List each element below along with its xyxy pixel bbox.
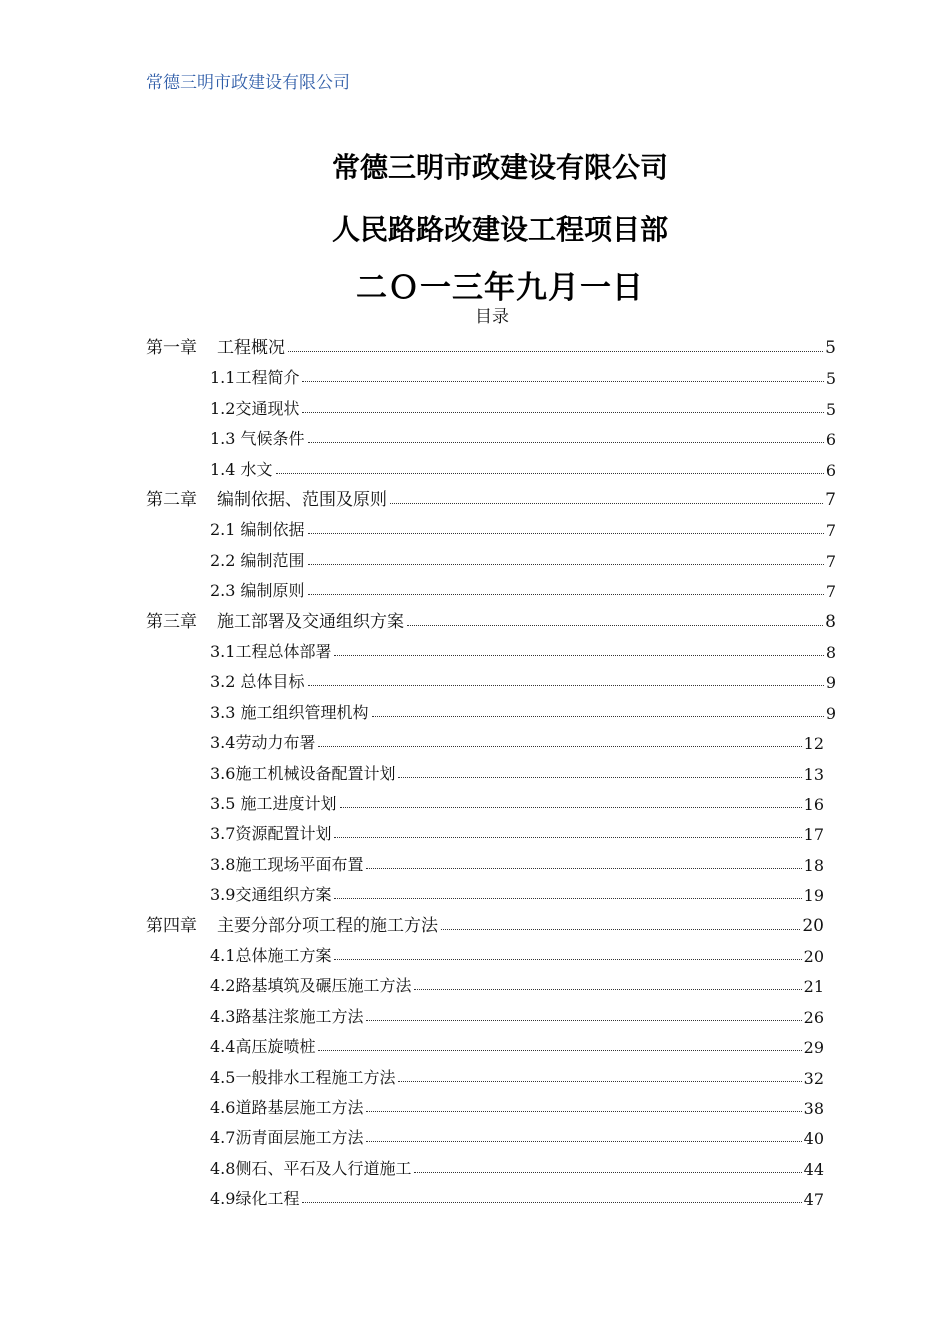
toc-leader-dots: [308, 594, 824, 595]
toc-page-number: 20: [802, 915, 824, 936]
toc-leader-dots: [340, 807, 802, 808]
toc-chapter-entry[interactable]: [146, 912, 824, 936]
toc-section-entry[interactable]: [210, 1064, 824, 1088]
toc-section-entry[interactable]: [210, 1155, 824, 1179]
date-title: 二Ｏ一三年九月一日: [356, 270, 644, 306]
toc-section-entry[interactable]: [210, 516, 836, 540]
toc-entry-label: [210, 791, 338, 814]
toc-leader-dots: [318, 746, 801, 747]
toc-chapter-number: 第一章: [146, 338, 197, 358]
toc-entry-label: [210, 730, 316, 753]
toc-page-number: 6: [825, 460, 836, 480]
toc-leader-dots: [366, 1141, 801, 1142]
toc-page-number: 13: [803, 764, 824, 784]
toc-chapter-number: 第四章: [146, 915, 197, 936]
toc-entry-title: 1.2交通现状: [210, 398, 300, 418]
toc-page-number: 17: [803, 825, 824, 845]
toc-entry-label: [210, 548, 306, 571]
toc-entry-label: [210, 669, 306, 692]
toc-heading: 目录: [475, 307, 509, 327]
toc-leader-dots: [334, 837, 801, 838]
toc-section-entry[interactable]: [210, 1033, 824, 1057]
toc-entry-title: 主要分部分项工程的施工方法: [217, 915, 438, 936]
toc-leader-dots: [414, 989, 801, 990]
toc-page-number: 47: [803, 1190, 824, 1210]
toc-entry-label: [210, 517, 306, 540]
toc-page-number: 5: [825, 369, 836, 389]
toc-page-number: 7: [825, 521, 836, 541]
toc-entry-title: 1.1工程简介: [210, 368, 300, 388]
toc-entry-title: 4.6道路基层施工方法: [210, 1098, 364, 1117]
toc-entry-title: 1.3 气候条件: [210, 429, 305, 449]
toc-entry-label: [210, 578, 306, 601]
toc-entry-label: [210, 396, 300, 419]
toc-entry-label: [210, 457, 274, 480]
toc-entry-title: 4.3路基注浆施工方法: [210, 1006, 364, 1026]
toc-entry-title: 4.7沥青面层施工方法: [210, 1128, 364, 1148]
toc-entry-title: 3.9交通组织方案: [210, 885, 332, 905]
toc-entry-label: [210, 1186, 300, 1209]
toc-entry-title: 3.4劳动力布署: [210, 733, 316, 753]
toc-page-number: 7: [825, 551, 836, 571]
toc-entry-label: [210, 943, 332, 966]
toc-page-number: 5: [825, 338, 836, 358]
toc-section-entry[interactable]: [210, 668, 836, 692]
toc-page-number: 9: [825, 673, 836, 693]
toc-chapter-entry[interactable]: [146, 608, 836, 632]
toc-leader-dots: [334, 959, 801, 960]
toc-entry-label: [210, 1095, 364, 1118]
toc-chapter-number: 第三章: [146, 611, 197, 632]
toc-entry-label: [210, 821, 332, 844]
toc-page-number: 18: [803, 855, 824, 875]
toc-section-entry[interactable]: [210, 851, 824, 875]
toc-section-entry[interactable]: [210, 790, 824, 814]
toc-leader-dots: [398, 777, 801, 778]
toc-entry-title: 工程概况: [217, 338, 285, 358]
toc-leader-dots: [334, 655, 823, 656]
toc-entry-label: [146, 333, 286, 358]
toc-page-number: 26: [803, 1007, 824, 1027]
toc-page-number: 5: [825, 399, 836, 419]
toc-leader-dots: [372, 716, 824, 717]
toc-section-entry[interactable]: [210, 638, 836, 662]
toc-entry-title: 4.8侧石、平石及人行道施工: [210, 1158, 412, 1178]
toc-page-number: 29: [803, 1038, 824, 1058]
toc-entry-title: 2.1 编制依据: [210, 520, 305, 540]
toc-leader-dots: [308, 564, 824, 565]
toc-entry-title: 4.2路基填筑及碾压施工方法: [210, 976, 412, 996]
toc-leader-dots: [308, 533, 824, 534]
toc-entry-label: [210, 1065, 396, 1088]
toc-leader-dots: [276, 473, 824, 474]
toc-page-number: 19: [803, 886, 824, 906]
toc-chapter-number: 第二章: [146, 490, 197, 510]
toc-entry-label: [146, 485, 388, 510]
toc-leader-dots: [414, 1172, 801, 1173]
toc-chapter-entry[interactable]: [146, 334, 836, 358]
toc-entry-label: [210, 852, 364, 875]
toc-section-entry[interactable]: [210, 395, 836, 419]
toc-entry-label: [210, 882, 332, 905]
toc-leader-dots: [366, 1020, 801, 1021]
toc-chapter-entry[interactable]: [146, 486, 836, 510]
toc-section-entry[interactable]: [210, 820, 824, 844]
toc-entry-label: [210, 761, 396, 784]
toc-entry-label: [146, 607, 405, 632]
toc-entry-title: 3.7资源配置计划: [210, 824, 332, 844]
toc-entry-title: 3.3 施工组织管理机构: [210, 702, 369, 722]
toc-leader-dots: [407, 625, 823, 626]
toc-entry-label: [210, 1156, 412, 1179]
toc-section-entry[interactable]: [210, 942, 824, 966]
toc-entry-title: 施工部署及交通组织方案: [217, 611, 404, 632]
toc-page-number: 40: [803, 1129, 824, 1149]
company-title: 常德三明市政建设有限公司: [331, 151, 668, 184]
toc-entry-label: [210, 1034, 316, 1057]
toc-section-entry[interactable]: [210, 1003, 824, 1027]
toc-leader-dots: [308, 685, 824, 686]
toc-entry-title: 3.5 施工进度计划: [210, 794, 337, 813]
toc-page-number: 7: [825, 490, 836, 510]
toc-entry-title: 3.1工程总体部署: [210, 642, 332, 661]
toc-entry-label: [210, 1125, 364, 1148]
toc-entry-label: [210, 700, 370, 723]
toc-section-entry[interactable]: [210, 972, 824, 996]
toc-entry-title: 3.6施工机械设备配置计划: [210, 763, 396, 783]
toc-entry-label: [210, 365, 300, 388]
toc-leader-dots: [366, 1111, 801, 1112]
toc-section-entry[interactable]: [210, 425, 836, 449]
toc-entry-label: [210, 973, 412, 996]
toc-page-number: 21: [803, 977, 824, 997]
toc-leader-dots: [302, 412, 823, 413]
toc-page-number: 12: [803, 734, 824, 754]
toc-entry-title: 1.4 水文: [210, 459, 273, 479]
toc-page-number: 16: [803, 795, 824, 814]
toc-leader-dots: [390, 503, 823, 504]
toc-entry-title: 4.4高压旋喷桩: [210, 1037, 316, 1057]
toc-entry-title: 编制依据、范围及原则: [217, 490, 387, 510]
toc-page-number: 32: [803, 1068, 824, 1088]
toc-section-entry[interactable]: [210, 456, 836, 480]
running-header: 常德三明市政建设有限公司: [146, 73, 350, 93]
toc-entry-label: [210, 1004, 364, 1027]
toc-section-entry[interactable]: [210, 881, 824, 905]
toc-entry-title: 4.1总体施工方案: [210, 946, 332, 965]
toc-leader-dots: [302, 1202, 801, 1203]
toc-leader-dots: [398, 1081, 801, 1082]
toc-page-number: 8: [825, 643, 836, 662]
toc-section-entry[interactable]: [210, 699, 836, 723]
toc-leader-dots: [334, 898, 801, 899]
toc-entry-label: [146, 911, 439, 936]
toc-leader-dots: [366, 868, 801, 869]
toc-entry-label: [210, 426, 306, 449]
toc-section-entry[interactable]: [210, 547, 836, 571]
toc-leader-dots: [308, 442, 824, 443]
toc-section-entry[interactable]: [210, 364, 836, 388]
toc-leader-dots: [288, 351, 823, 352]
toc-leader-dots: [302, 381, 823, 382]
toc-leader-dots: [441, 929, 800, 930]
toc-page-number: 8: [825, 611, 836, 632]
toc-section-entry[interactable]: [210, 577, 836, 601]
toc-entry-title: 3.8施工现场平面布置: [210, 854, 364, 874]
toc-entry-title: 2.2 编制范围: [210, 550, 305, 570]
toc-page-number: 44: [803, 1159, 824, 1179]
toc-entry-title: 2.3 编制原则: [210, 581, 305, 601]
toc-entry-title: 4.9绿化工程: [210, 1189, 300, 1209]
project-title: 人民路路改建设工程项目部: [331, 213, 668, 246]
toc-section-entry[interactable]: [210, 760, 824, 784]
toc-entry-title: 3.2 总体目标: [210, 672, 305, 692]
toc-leader-dots: [318, 1050, 801, 1051]
toc-entry-label: [210, 639, 332, 662]
toc-section-entry[interactable]: [210, 1185, 824, 1209]
toc-section-entry[interactable]: [210, 1124, 824, 1148]
toc-page-number: 7: [825, 582, 836, 602]
toc-page-number: 38: [803, 1099, 824, 1118]
toc-section-entry[interactable]: [210, 729, 824, 753]
toc-page-number: 9: [825, 703, 836, 723]
toc-page-number: 20: [803, 947, 824, 966]
toc-page-number: 6: [825, 430, 836, 450]
toc-entry-title: 4.5一般排水工程施工方法: [210, 1067, 396, 1087]
toc-section-entry[interactable]: [210, 1094, 824, 1118]
